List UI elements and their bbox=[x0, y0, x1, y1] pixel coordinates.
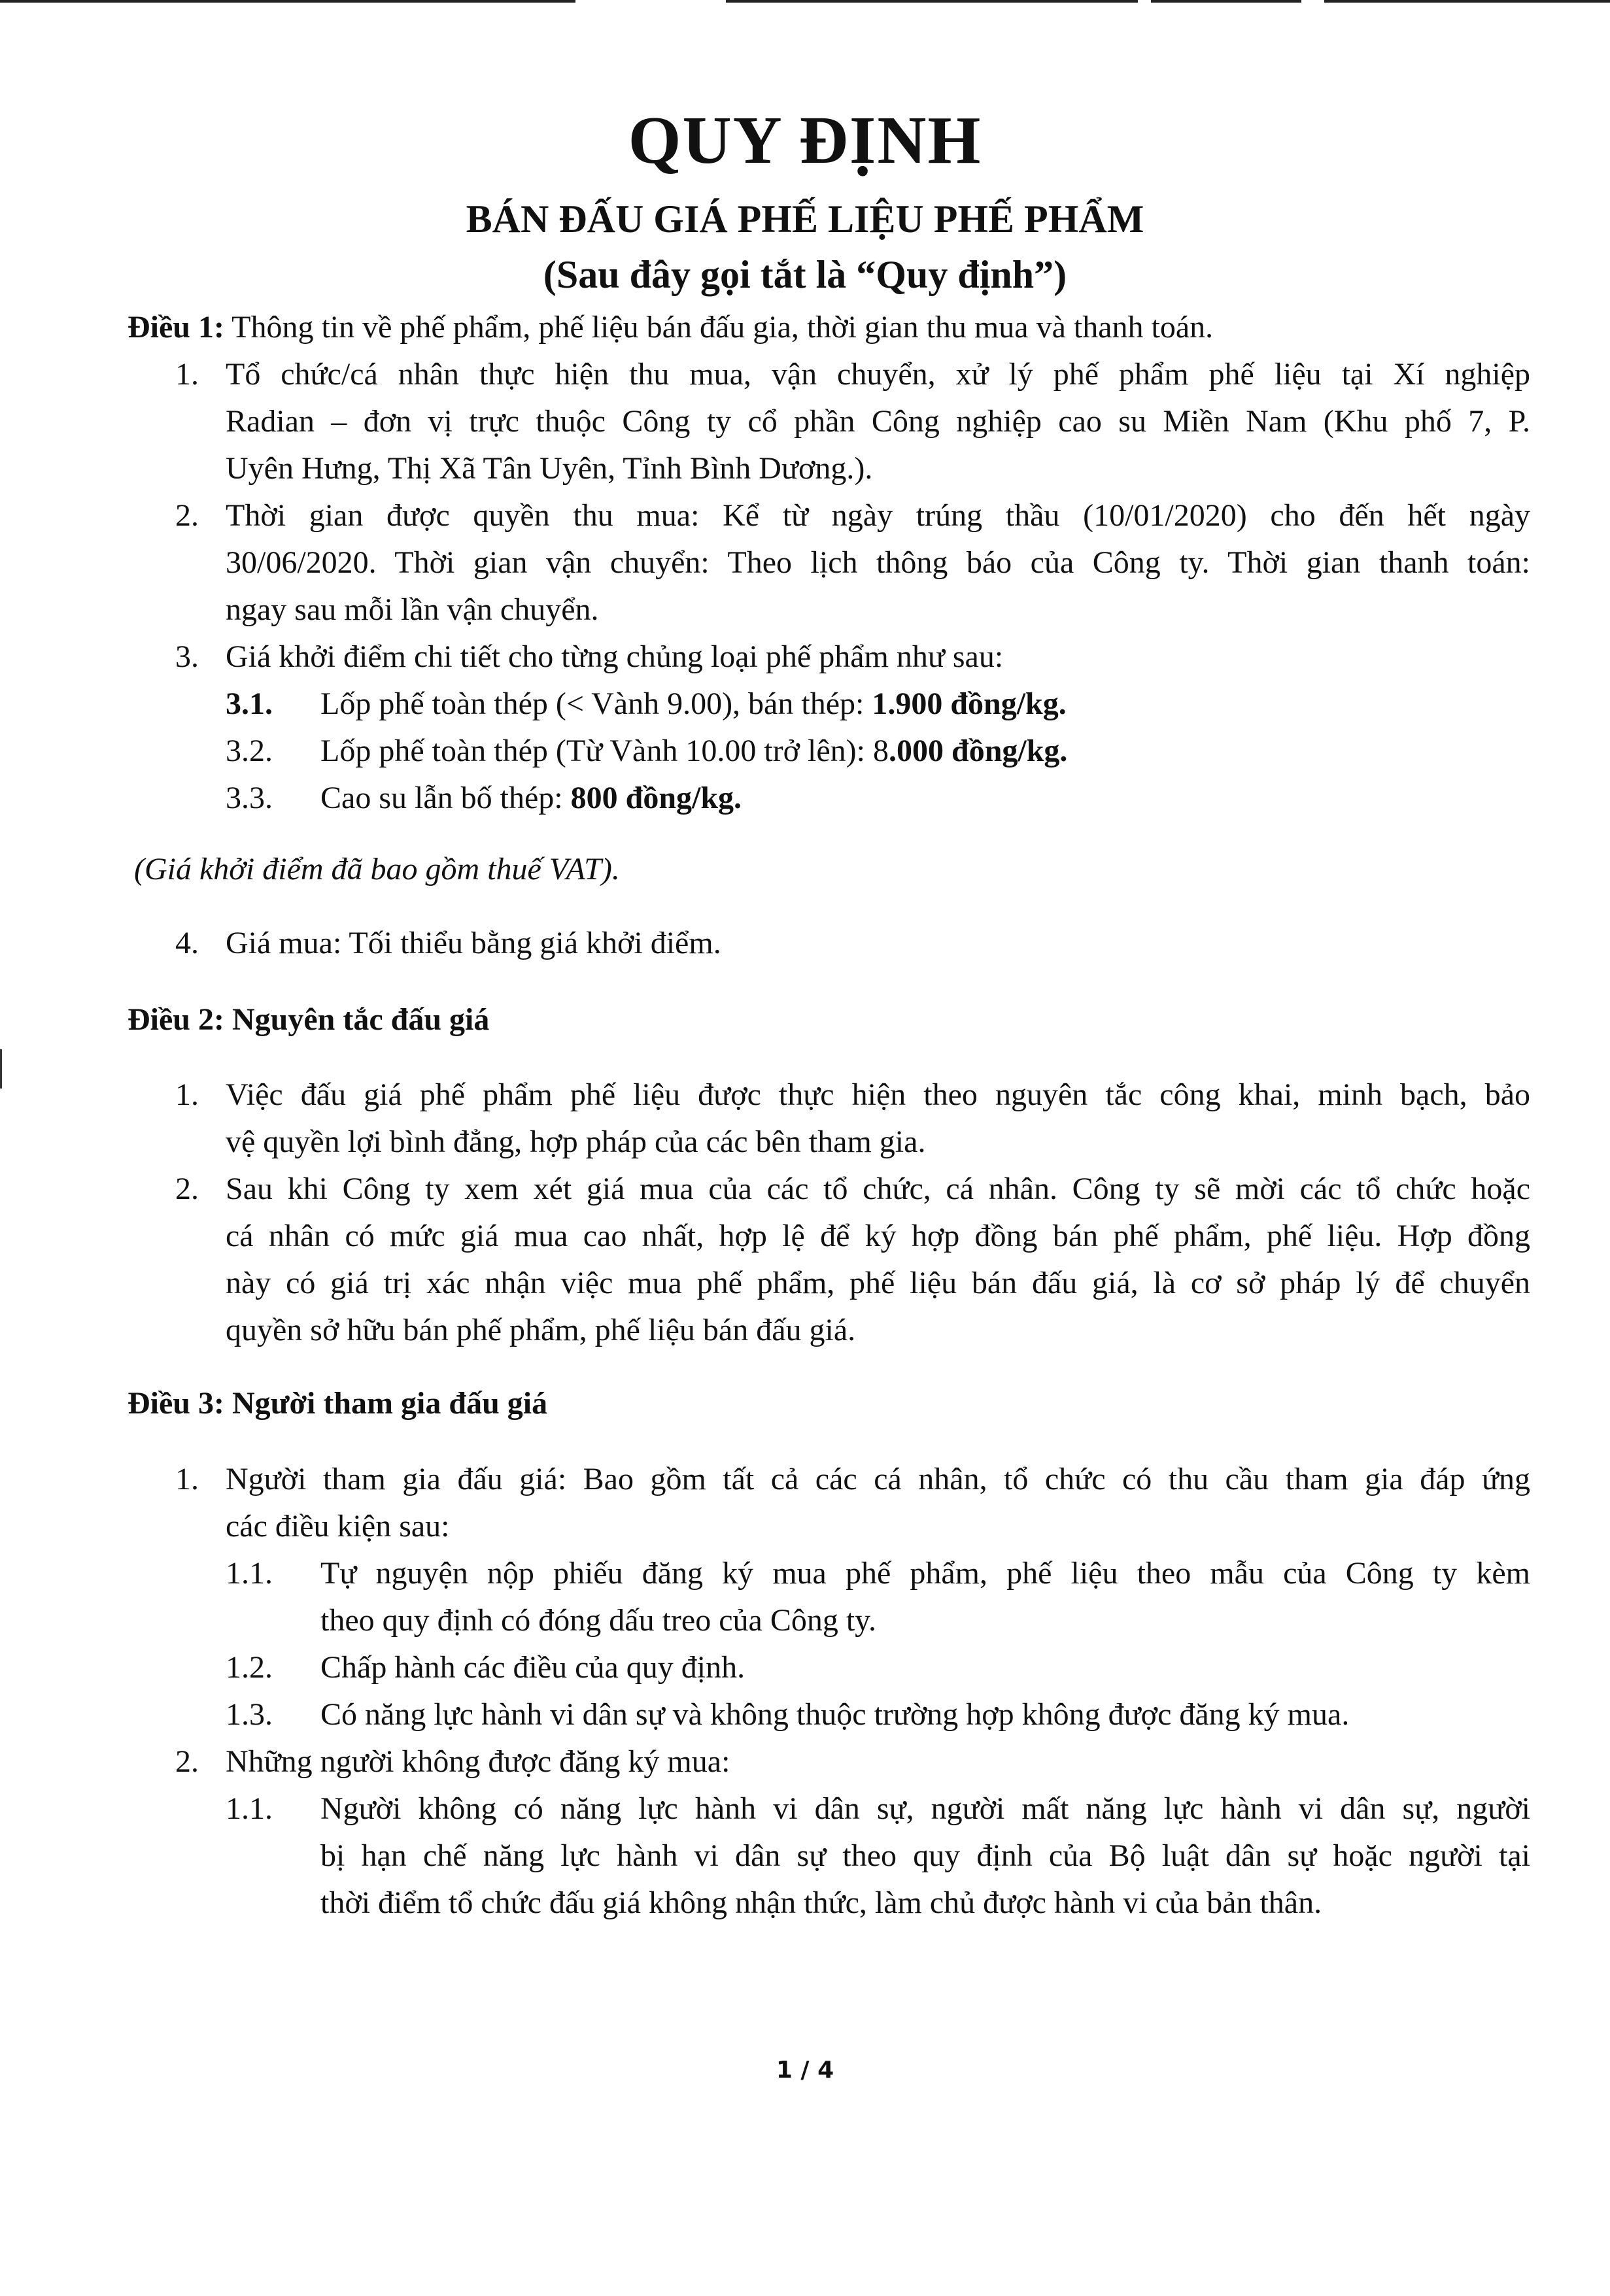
sub-list-item-text: Tự nguyện nộp phiếu đăng ký mua phế phẩm, phế liệu theo mẫu của Công ty kèm bbox=[320, 1556, 1530, 1591]
scan-margin-mark bbox=[0, 1049, 2, 1089]
document-title: QUY ĐỊNH bbox=[628, 103, 982, 178]
list-item-text: Việc đấu giá phế phẩm phế liệu được thực hiện theo nguyên tắc công khai, minh bạch, bảo bbox=[226, 1077, 1530, 1112]
price-item-text: Lốp phế toàn thép (Từ Vành 10.00 trở lên): 8 bbox=[320, 734, 889, 768]
document-subtitle: BÁN ĐẤU GIÁ PHẾ LIỆU PHẾ PHẨM bbox=[466, 197, 1144, 241]
list-number: 2. bbox=[175, 1172, 199, 1206]
sub-list-item-text: Chấp hành các điều của quy định. bbox=[320, 1650, 745, 1685]
article-1-heading-text: Thông tin về phế phẩm, phế liệu bán đấu gia, thời gian thu mua và thanh toán. bbox=[224, 310, 1214, 345]
list-item-text: Sau khi Công ty xem xét giá mua của các tổ chức, cá nhân. Công ty sẽ mời các tổ chức hoặc bbox=[226, 1172, 1530, 1206]
list-number: 2. bbox=[175, 498, 199, 533]
list-item-text: Uyên Hưng, Thị Xã Tân Uyên, Tỉnh Bình Dương.). bbox=[226, 451, 873, 486]
list-item-text: này có giá trị xác nhận việc mua phế phẩm, phế liệu bán đấu giá, là cơ sở pháp lý để chuyển bbox=[226, 1266, 1530, 1300]
price-item bbox=[320, 775, 1530, 821]
sub-list-item-text: theo quy định có đóng dấu treo của Công ty. bbox=[320, 1603, 877, 1638]
list-item-text: Giá mua: Tối thiểu bằng giá khởi điểm. bbox=[226, 926, 721, 960]
sub-list-number: 3.2. bbox=[226, 734, 273, 768]
list-number: 4. bbox=[175, 926, 199, 960]
list-item-text: vệ quyền lợi bình đẳng, hợp pháp của các bên tham gia. bbox=[226, 1124, 926, 1159]
sub-list-item-text: Người không có năng lực hành vi dân sự, người mất năng lực hành vi dân sự, người bbox=[320, 1791, 1530, 1826]
list-number: 1. bbox=[175, 357, 199, 392]
price-item-text: Cao su lẫn bố thép: bbox=[320, 781, 571, 815]
price-value: .000 đồng/kg. bbox=[889, 734, 1068, 768]
scan-border-line bbox=[0, 0, 575, 3]
list-item-text: cá nhân có mức giá mua cao nhất, hợp lệ để ký hợp đồng bán phế phẩm, phế liệu. Hợp đồng bbox=[226, 1219, 1530, 1253]
sub-list-item-text: Có năng lực hành vi dân sự và không thuộc trường hợp không được đăng ký mua. bbox=[320, 1697, 1350, 1732]
list-item-text: Người tham gia đấu giá: Bao gồm tất cả các cá nhân, tổ chức có thu cầu tham gia đáp ứng bbox=[226, 1462, 1530, 1496]
list-item-text: quyền sở hữu bán phế phẩm, phế liệu bán đấu giá. bbox=[226, 1313, 856, 1347]
sub-list-item-text: thời điểm tổ chức đấu giá không nhận thức, làm chủ được hành vi của bản thân. bbox=[320, 1885, 1322, 1920]
price-item bbox=[320, 681, 1530, 727]
sub-list-number: 1.3. bbox=[226, 1697, 273, 1732]
sub-list-number: 1.1. bbox=[226, 1791, 273, 1826]
list-item-text: ngay sau mỗi lần vận chuyển. bbox=[226, 592, 599, 627]
document-note: (Sau đây gọi tắt là “Quy định”) bbox=[543, 253, 1067, 296]
list-item-text: Thời gian được quyền thu mua: Kể từ ngày trúng thầu (10/01/2020) cho đến hết ngày bbox=[226, 498, 1530, 533]
page-number: 1 / 4 bbox=[776, 2057, 834, 2084]
list-item-text: Giá khởi điểm chi tiết cho từng chủng loại phế phẩm như sau: bbox=[226, 639, 1004, 674]
list-item-text: Tổ chức/cá nhân thực hiện thu mua, vận chuyển, xử lý phế phẩm phế liệu tại Xí nghiệp bbox=[226, 357, 1530, 392]
list-number: 3. bbox=[175, 639, 199, 674]
price-value: 1.900 đồng/kg. bbox=[872, 686, 1067, 721]
scan-border-line bbox=[1324, 0, 1610, 3]
sub-list-item-text: bị hạn chế năng lực hành vi dân sự theo quy định của Bộ luật dân sự hoặc người tại bbox=[320, 1838, 1530, 1873]
list-number: 2. bbox=[175, 1744, 199, 1779]
list-number: 1. bbox=[175, 1462, 199, 1496]
price-value: 800 đồng/kg. bbox=[570, 781, 742, 815]
sub-list-number: 3.3. bbox=[226, 781, 273, 815]
article-3-heading: Điều 3: Người tham gia đấu giá bbox=[128, 1386, 548, 1421]
article-1-heading bbox=[128, 305, 1213, 350]
list-item-text: Radian – đơn vị trực thuộc Công ty cổ phần Công nghiệp cao su Miền Nam (Khu phố 7, P. bbox=[226, 404, 1530, 439]
scan-border-line bbox=[726, 0, 1138, 3]
list-item-text: Những người không được đăng ký mua: bbox=[226, 1744, 730, 1779]
article-2-heading: Điều 2: Nguyên tắc đấu giá bbox=[128, 1002, 490, 1037]
sub-list-number: 1.1. bbox=[226, 1556, 273, 1591]
vat-note: (Giá khởi điểm đã bao gồm thuế VAT). bbox=[134, 852, 620, 886]
price-item-text: Lốp phế toàn thép (< Vành 9.00), bán thép: bbox=[320, 686, 872, 721]
price-item bbox=[320, 728, 1530, 774]
list-item-text: các điều kiện sau: bbox=[226, 1509, 450, 1544]
list-number: 1. bbox=[175, 1077, 199, 1112]
scan-border-line bbox=[1151, 0, 1301, 3]
sub-list-number: 3.1. bbox=[226, 686, 273, 721]
sub-list-number: 1.2. bbox=[226, 1650, 273, 1685]
article-1-label: Điều 1: bbox=[128, 310, 224, 345]
list-item-text: 30/06/2020. Thời gian vận chuyển: Theo lịch thông báo của Công ty. Thời gian thanh toán: bbox=[226, 545, 1530, 580]
